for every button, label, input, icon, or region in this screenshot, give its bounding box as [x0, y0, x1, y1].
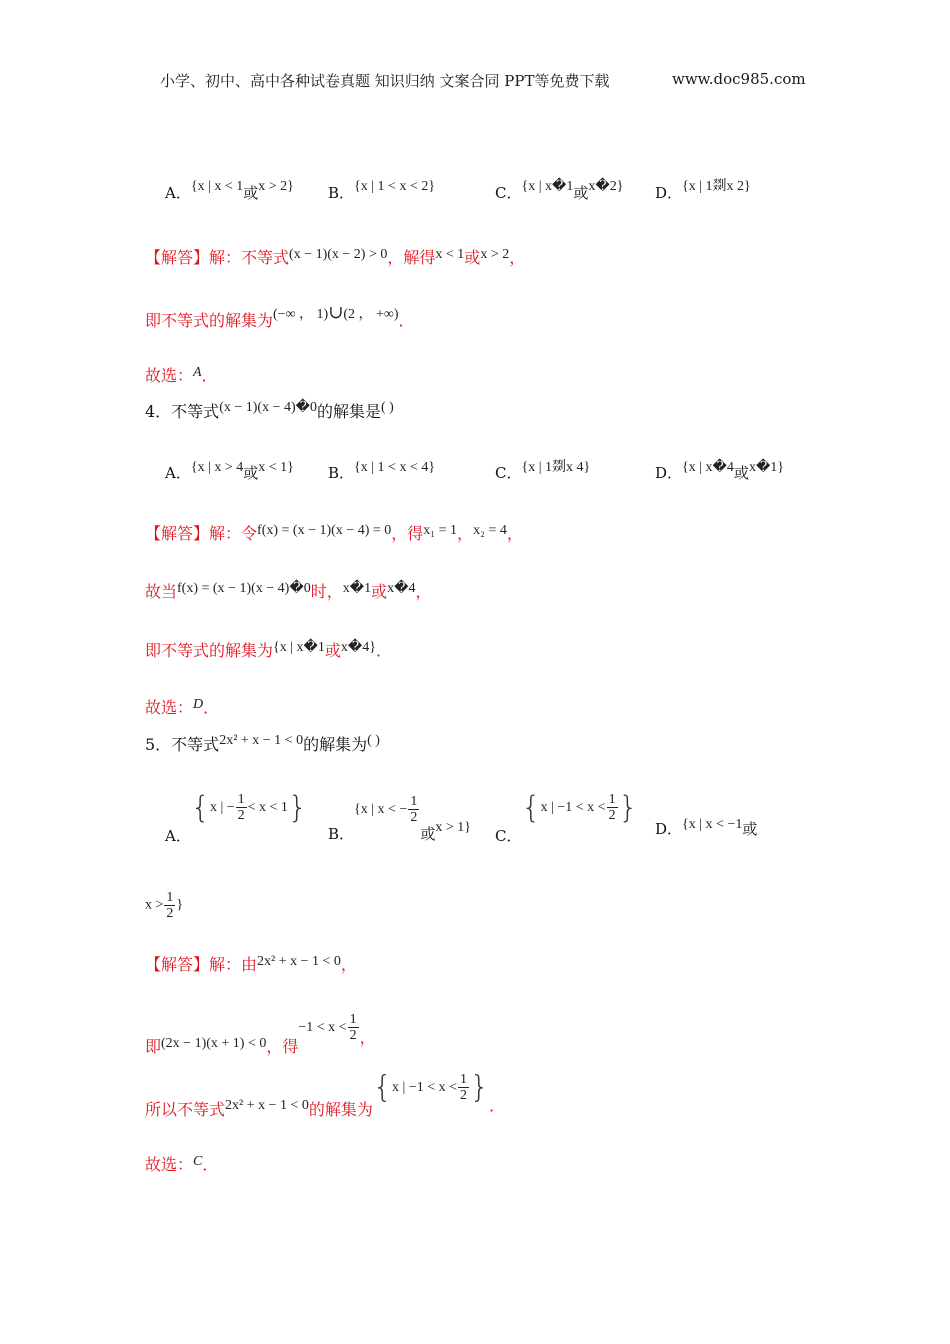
q3-option-c: C．{x | x�1或x�2}	[495, 179, 624, 202]
q3-solution-line2: 即不等式的解集为(−∞ ， 1)∪(2 ， +∞)．	[145, 302, 415, 330]
q5-solution-line1: 【解答】解：由2x² + x − 1 < 0，	[145, 954, 357, 974]
q5-solution-line2: 即(2x − 1)(x + 1) < 0，得−1 < x < $\frac{1}{2}$ ，	[145, 1012, 376, 1056]
q4-solution-line1: 【解答】解：令f(x) = (x − 1)(x − 4) = 0，得x₁ = 1，x₂ = 4，	[145, 523, 523, 543]
q4-option-b: B．{x | 1 < x < 4}	[328, 460, 436, 482]
q3-option-a: A．{x | x < 1或x > 2}	[165, 179, 294, 202]
q4-option-a: A．{x | x > 4或x < 1}	[165, 460, 294, 482]
header-title: 小学、初中、高中各种试卷真题 知识归纳 文案合同 PPT等免费下载	[160, 72, 610, 90]
q5-solution-line3: 所以不等式2x² + x − 1 < 0的解集为{x | −1 < x < $\frac{1}{2}$ }．	[145, 1069, 506, 1119]
q4-solution-line4: 故选：D．	[145, 697, 220, 717]
q3-solution-line3: 故选：A．	[145, 365, 218, 385]
q3-solution-line1: 【解答】解：不等式(x − 1)(x − 2) > 0，解得x < 1或x > 2，	[145, 247, 526, 267]
q5-solution-line4: 故选：C．	[145, 1154, 219, 1174]
q5-option-d: D．{x | x < −1或	[655, 817, 758, 838]
q5-stem: 5．不等式2x² + x − 1 < 0的解集为( )	[145, 733, 380, 754]
q4-solution-line3: 即不等式的解集为{x | x�1或x�4}．	[145, 640, 393, 660]
q4-option-c: C．{x | 1剟x 4}	[495, 460, 591, 482]
header-site: www.doc985.com	[672, 70, 806, 88]
q3-option-d: D．{x | 1剟x 2}	[655, 179, 751, 202]
q5-option-a: A．{x | − $\frac{1}{2}$ < x < 1}	[165, 790, 308, 845]
q4-option-d: D．{x | x�4或x�1}	[655, 460, 785, 482]
q3-option-b: B．{x | 1 < x < 2}	[328, 179, 436, 202]
q4-stem: 4．不等式(x − 1)(x − 4)�0的解集是( )	[145, 400, 394, 421]
q5-option-b: B．{x | x < − $\frac{1}{2}$ 或x > 1}	[328, 794, 471, 843]
q5-option-c: C．{x | −1 < x < $\frac{1}{2}$ }	[495, 790, 638, 845]
q5-option-d-continuation: x > $\frac{1}{2}$ }	[145, 890, 184, 921]
q4-solution-line2: 故当f(x) = (x − 1)(x − 4)�0时，x�1或x�4，	[145, 581, 432, 601]
